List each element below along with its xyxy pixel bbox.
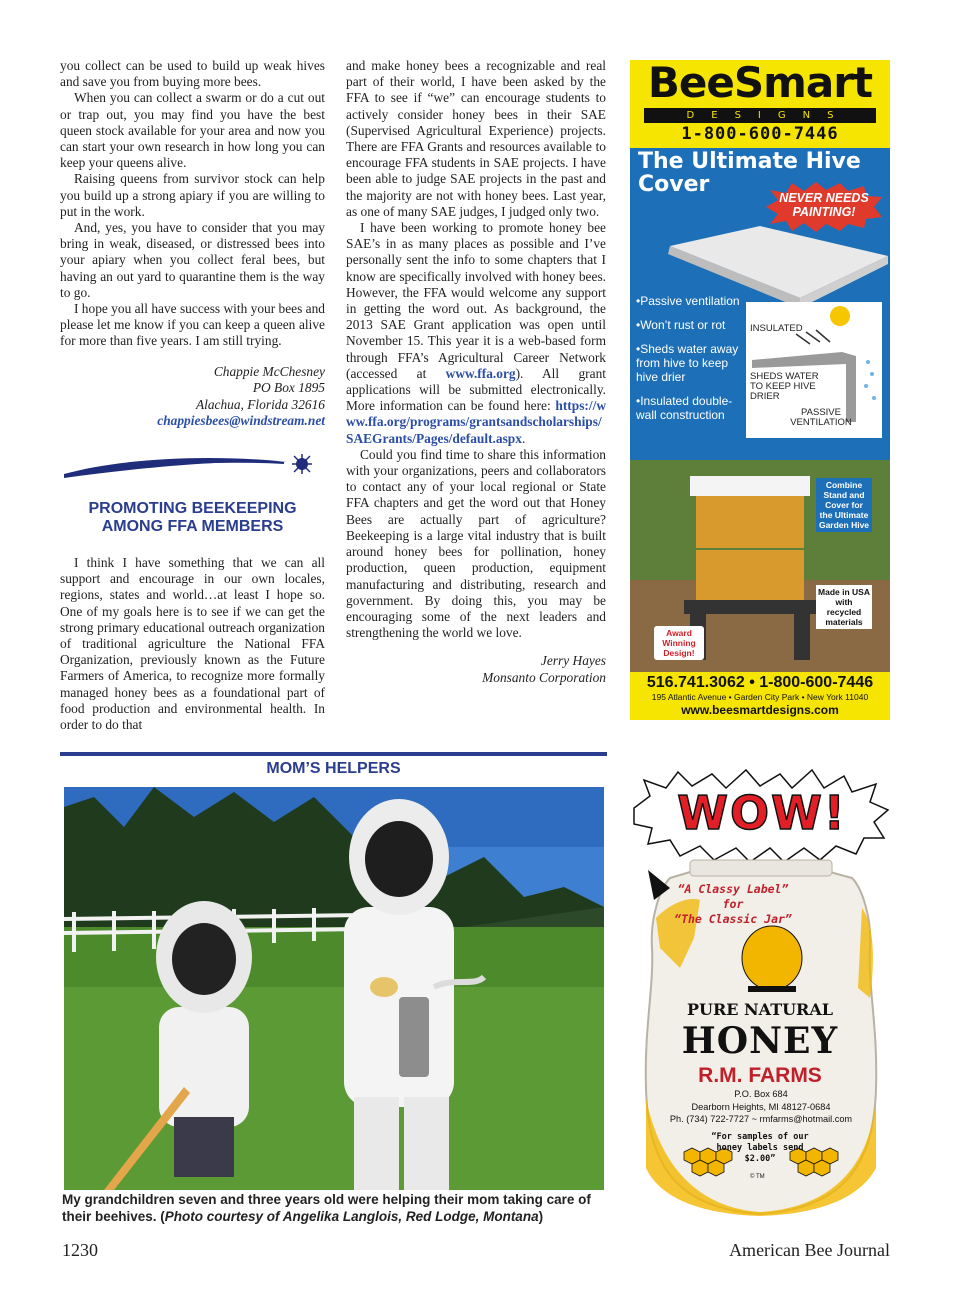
beesmart-logo: BeeSmart — [647, 60, 873, 107]
ad-headline: The Ultimate Hive Cover — [638, 149, 861, 197]
author-address: PO Box 1895 — [252, 380, 325, 396]
author-name: Chappie McChesney — [213, 363, 325, 379]
author-organization: Monsanto Corporation — [482, 669, 606, 685]
author-name: Jerry Hayes — [540, 653, 606, 669]
bee-icon — [292, 454, 312, 474]
sae-grants-link[interactable]: https://www.ffa.org/programs/grantsandscholarships/SAEGrants/Pages/default.aspx — [346, 398, 606, 446]
photo-caption: My grandchildren seven and three years old were helping their mom taking care of their beehives. (Photo courtesy of Angelika Langlois, Red Lodge, Montana) — [62, 1192, 591, 1224]
combine-stand-badge: Combine Stand and Cover for the Ultimate Garden Hive — [816, 478, 872, 532]
paragraph: And, yes, you have to consider that you may bring in weak, diseased, or distressed bees into your apiary when you collect feral bees, but having an out yard to quarantine them is the way to go. — [60, 220, 325, 300]
beesmart-advertisement[interactable] — [630, 60, 890, 720]
journal-name: American Bee Journal — [729, 1240, 890, 1260]
paragraph: When you can collect a swarm or do a cut out or trap out, you may find you have the best queen stock available for your area and now you can start your own research in how long you can keep your queens alive. — [60, 90, 325, 171]
paragraph: you collect can be used to build up weak hives and save you from buying more bees. — [60, 58, 325, 90]
samples-offer: “For samples of our honey labels send $2.00” — [711, 1132, 809, 1164]
ad-website-link[interactable]: www.beesmartdesigns.com — [681, 703, 839, 717]
farm-name: R.M. FARMS — [698, 1064, 822, 1087]
made-in-usa-badge: Made in USA with recycled materials — [816, 585, 872, 629]
section-heading: PROMOTING BEEKEEPING AMONG FFA MEMBERS — [88, 500, 297, 535]
classy-label-tagline: “A Classy Label” for “The Classic Jar” — [674, 882, 792, 926]
brush-stroke-divider — [62, 452, 324, 486]
paragraph: Raising queens from survivor stock can help you build up a strong apiary if you are willing to put in the work. — [60, 171, 325, 219]
beekeeping-children-photo — [64, 787, 604, 1190]
section-rule — [60, 752, 607, 756]
ffa-link[interactable]: www.ffa.org — [445, 365, 516, 381]
ad-address: 195 Atlantic Avenue • Garden City Park • New York 11040 — [651, 692, 869, 702]
designs-bar: DESIGNS — [644, 108, 876, 123]
author-email-link[interactable]: chappiesbees@windstream.net — [157, 413, 325, 429]
author-signature — [346, 653, 606, 686]
pure-natural-label: PURE NATURAL — [686, 1000, 834, 1019]
farm-contact-info: P.O. Box 684 Dearborn Heights, MI 48127-0684 Ph. (734) 722-7727 ~ rmfarms@hotmail.com — [669, 1089, 853, 1124]
author-signature — [60, 364, 325, 430]
paragraph: I hope you all have success with your bees and please let me know if you can keep a queen alive for more than five years. I am still trying. — [60, 301, 326, 349]
honey-label-advertisement[interactable] — [630, 768, 892, 1220]
article-column-2 — [346, 58, 606, 686]
award-winning-badge: Award Winning Design! — [654, 626, 704, 660]
photo-section-title: MOM’S HELPERS — [266, 760, 401, 777]
honey-label: HONEY — [681, 1020, 839, 1062]
paragraph: I have been working to promote honey bee SAE’s in as many places as possible and I’ve personally sent the info to some chapters that I know are specifically involved with honey bees. However, the FFA would welcome any support in getting the word out. As background, the 2013 SAE Grant application was open until November 15. This year it is a web-based form through FFA’s Agricultural Career Network (accessed at www.ffa.org). All grant applications will be submitted electronically. More information can be found here: https://www.ffa.org/programs/grantsandscholarships/SAEGrants/Pages/default.aspx. — [346, 220, 606, 446]
page-number: 1230 — [62, 1240, 98, 1260]
article-column-1-lower — [60, 555, 325, 733]
ad-phones: 516.741.3062 • 1-800-600-7446 — [646, 674, 874, 691]
wow-headline: WOW! — [677, 786, 847, 840]
paragraph: Could you find time to share this information with your organizations, peers and collaborators to contact any of your local regional or State FFA chapters and get the word out that Honey Bees are actually part of agriculture? Beekeeping is a large vital industry that is built around honey bees for pollination, honey production, queen production, equipment manufacturing and distributing, research and government. By doing this, you may be encouraging some of the next leaders and strengthening the world we love. — [346, 446, 606, 641]
article-column-1 — [60, 58, 325, 430]
skep-beehive-icon — [742, 926, 802, 990]
paragraph: and make honey bees a recognizable and real part of their world, I have been asked by the FFA to see if “we” can encourage students to actively consider honey bees in their SAE (Supervised Agricultural Experience) projects. There are FFA Grants and resources available to encourage FFA students in SAE projects. I have been able to judge SAE projects in the past and the majority are not with honey bees. Last year, as one of many SAE judges, I judged only two. — [346, 58, 606, 219]
ad-phone: 1-800-600-7446 — [681, 124, 839, 144]
feature-list: •Passive ventilation •Won’t rust or rot •Sheds water away from hive to keep hive drier •Insulated double-wall construction — [636, 294, 740, 422]
never-needs-painting-badge: NEVER NEEDS PAINTING! — [779, 191, 869, 219]
trademark: © TM — [750, 1174, 765, 1180]
author-city: Alachua, Florida 32616 — [195, 396, 325, 412]
paragraph: I think I have something that we can all support and encourage in our own locales, regions, states and world…at least I hope so. One of my goals here is to see if we can get the strong primary educational outreach organization of traditional agriculture the National FFA Organization, previously known as the Future Farmers of America, to recognize more formally managed honey bees as a foundational part of food production and environmental health. In order to do that — [60, 555, 325, 733]
ventilation-diagram: INSULATED SHEDS WATER TO KEEP HIVE DRIER PASSIVE VENTILATION — [746, 302, 882, 438]
sun-icon — [830, 306, 850, 326]
